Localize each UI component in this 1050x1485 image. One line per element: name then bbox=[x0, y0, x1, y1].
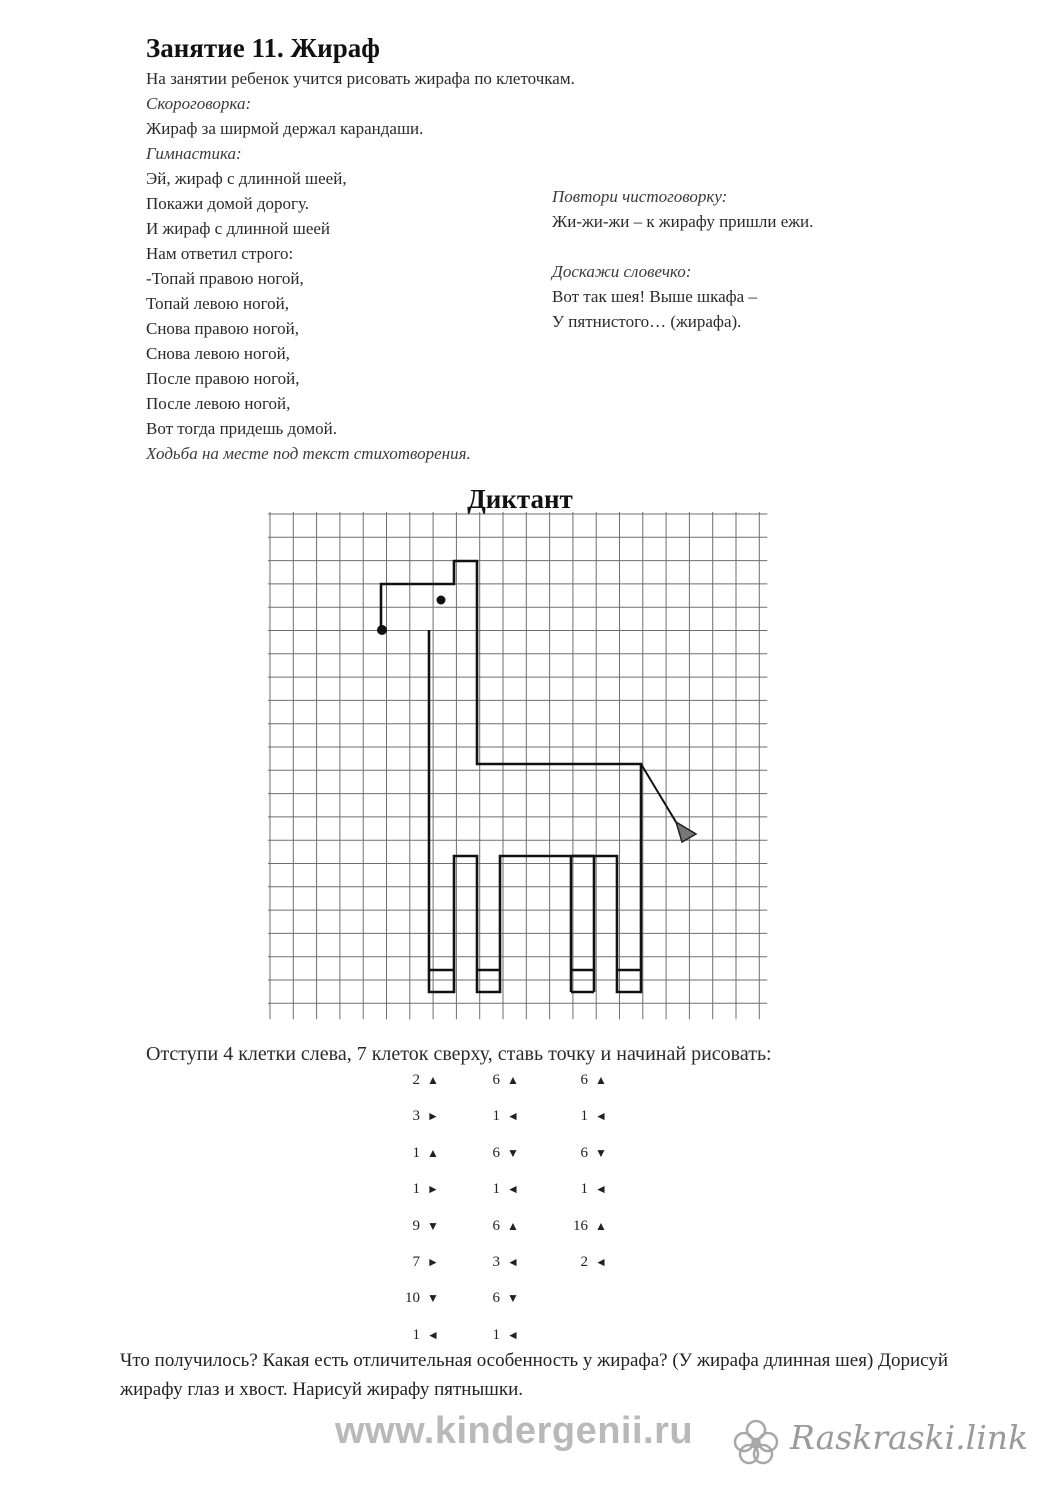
arrow-up-icon: ▲ bbox=[595, 1073, 607, 1087]
command-item: 9 ▼ bbox=[394, 1214, 454, 1250]
arrow-left-icon: ◄ bbox=[507, 1182, 519, 1197]
poem-line: После левою ногой, bbox=[146, 394, 291, 413]
poem-line: И жираф с длинной шеей bbox=[146, 219, 331, 238]
lesson-left-column bbox=[146, 66, 575, 466]
command-item: 1 ◄ bbox=[474, 1177, 534, 1213]
arrow-up-icon: ▲ bbox=[427, 1073, 439, 1087]
arrow-up-icon: ▲ bbox=[427, 1145, 439, 1160]
command-item: 16 ▲ bbox=[562, 1214, 622, 1250]
finish-word-line: Вот так шея! Выше шкафа – bbox=[552, 287, 757, 306]
command-item: 6 ▲ bbox=[474, 1214, 534, 1250]
spacer bbox=[552, 234, 813, 259]
arrow-down-icon: ▼ bbox=[427, 1218, 439, 1233]
arrow-up-icon: ▲ bbox=[507, 1073, 519, 1087]
command-item: 6 ▲ bbox=[474, 1068, 534, 1104]
command-item: 1 ◄ bbox=[562, 1177, 622, 1213]
arrow-left-icon: ◄ bbox=[595, 1182, 607, 1197]
tongue-twister-text: Жираф за ширмой держал карандаши. bbox=[146, 119, 424, 138]
command-item: 1 ◄ bbox=[394, 1323, 454, 1359]
giraffe-drawing bbox=[381, 561, 682, 992]
command-item: 1 ◄ bbox=[562, 1104, 622, 1140]
footer-url[interactable]: www.kindergenii.ru bbox=[335, 1410, 694, 1452]
command-column bbox=[394, 1068, 454, 1359]
arrow-left-icon: ◄ bbox=[507, 1327, 519, 1342]
command-item: 1 ▲ bbox=[394, 1141, 454, 1177]
dictation-question: Что получилось? Какая есть отличительная особенность у жирафа? (У жирафа длинная шея) Дорисуй жирафу глаз и хвост. Нарисуй жирафу пятнышки. bbox=[120, 1350, 949, 1400]
command-item: 2 ◄ bbox=[562, 1250, 622, 1286]
command-item: 6 ▼ bbox=[474, 1286, 534, 1322]
arrow-up-icon: ▲ bbox=[507, 1218, 519, 1233]
poem-line: Покажи домой дорогу. bbox=[146, 194, 310, 213]
poem-line: Вот тогда придешь домой. bbox=[146, 419, 337, 438]
poem-line: Нам ответил строго: bbox=[146, 244, 294, 263]
arrow-down-icon: ▼ bbox=[427, 1291, 439, 1306]
lesson-title: Занятие 11. Жираф bbox=[146, 33, 380, 63]
arrow-left-icon: ◄ bbox=[595, 1109, 607, 1124]
tail-tip-icon bbox=[676, 822, 696, 842]
arrow-left-icon: ◄ bbox=[427, 1327, 439, 1342]
command-item: 3 ► bbox=[394, 1104, 454, 1140]
arrow-left-icon: ◄ bbox=[507, 1109, 519, 1124]
lesson-right-column bbox=[552, 184, 813, 334]
command-column bbox=[474, 1068, 534, 1359]
arrow-left-icon: ◄ bbox=[595, 1254, 607, 1269]
command-item: 2 ▲ bbox=[394, 1068, 454, 1104]
arrow-down-icon: ▼ bbox=[507, 1291, 519, 1306]
command-item: 10 ▼ bbox=[394, 1286, 454, 1322]
command-item: 3 ◄ bbox=[474, 1250, 534, 1286]
dictation-instruction: Отступи 4 клетки слева, 7 клеток сверху, ставь точку и начинай рисовать: bbox=[146, 1043, 772, 1065]
start-point-icon bbox=[377, 625, 387, 635]
flower-logo-icon bbox=[732, 1418, 780, 1466]
arrow-down-icon: ▼ bbox=[595, 1145, 607, 1160]
command-item: 6 ▼ bbox=[562, 1141, 622, 1177]
command-item: 1 ► bbox=[394, 1177, 454, 1213]
tongue-twister-label: Скороговорка: bbox=[146, 94, 252, 113]
poem-line: Снова левою ногой, bbox=[146, 344, 290, 363]
command-column bbox=[562, 1068, 622, 1286]
arrow-left-icon: ◄ bbox=[507, 1254, 519, 1269]
finish-word-label: Доскажи словечко: bbox=[552, 262, 692, 281]
command-item: 6 ▲ bbox=[562, 1068, 622, 1104]
poem-line: -Топай правою ногой, bbox=[146, 269, 304, 288]
poem-line: После правою ногой, bbox=[146, 369, 300, 388]
dictation-title: Диктант bbox=[467, 484, 573, 514]
eye-dot-icon bbox=[437, 596, 446, 605]
command-item: 7 ► bbox=[394, 1250, 454, 1286]
command-item: 1 ◄ bbox=[474, 1104, 534, 1140]
command-item: 6 ▼ bbox=[474, 1141, 534, 1177]
finish-word-line: У пятнистого… (жирафа). bbox=[552, 312, 742, 331]
gymnastics-label: Гимнастика: bbox=[146, 144, 242, 163]
arrow-right-icon: ► bbox=[427, 1254, 439, 1269]
lesson-intro: На занятии ребенок учится рисовать жирафа по клеточкам. bbox=[146, 69, 575, 88]
arrow-right-icon: ► bbox=[427, 1109, 439, 1124]
poem-line: Эй, жираф с длинной шеей, bbox=[146, 169, 347, 188]
repeat-label: Повтори чистоговорку: bbox=[552, 187, 728, 206]
footer-brand: Raskraski.link bbox=[790, 1418, 1028, 1457]
repeat-text: Жи-жи-жи – к жирафу пришли ежи. bbox=[552, 212, 814, 231]
drawing-grid bbox=[268, 512, 778, 1032]
arrow-right-icon: ► bbox=[427, 1182, 439, 1197]
arrow-down-icon: ▼ bbox=[507, 1145, 519, 1160]
giraffe-outline bbox=[381, 561, 641, 992]
walking-note: Ходьба на месте под текст стихотворения. bbox=[146, 444, 471, 463]
poem-line: Топай левою ногой, bbox=[146, 294, 289, 313]
poem-line: Снова правою ногой, bbox=[146, 319, 300, 338]
command-item: 1 ◄ bbox=[474, 1323, 534, 1359]
arrow-up-icon: ▲ bbox=[595, 1218, 607, 1233]
